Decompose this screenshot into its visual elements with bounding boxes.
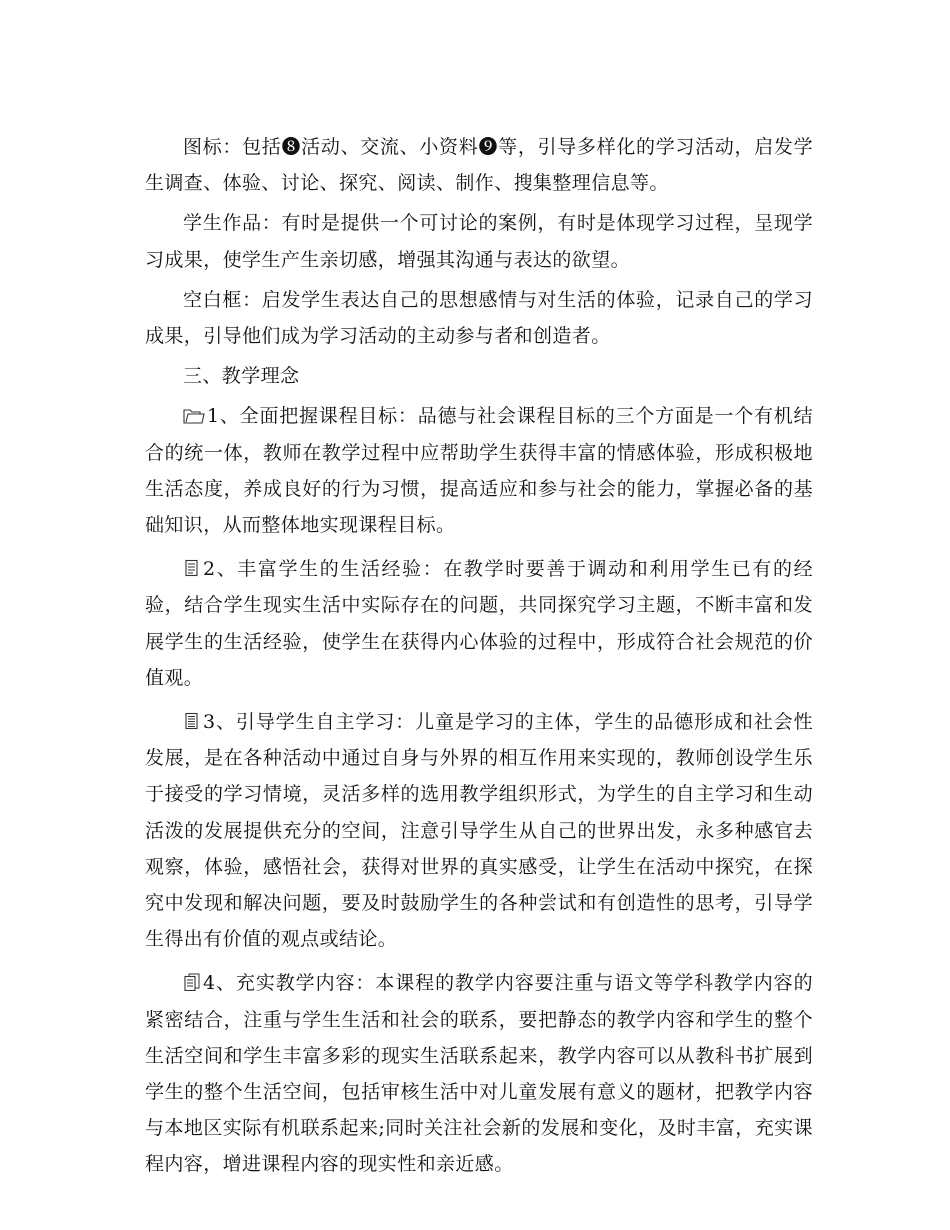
page-lines-icon [183, 712, 201, 730]
folder-icon [183, 408, 205, 424]
paragraph-item-3 [145, 704, 813, 957]
paragraph-blank-box-text: 空白框：启发学生表达自己的思想感情与对生活的体验，记录自己的学习成果，引导他们成为学习活动的主动参与者和创造者。 [145, 288, 813, 348]
paragraph-icons-text: 图标：包括❽活动、交流、小资料❾等，引导多样化的学习活动，启发学生调查、体验、讨论、探究、阅读、制作、搜集整理信息等。 [145, 136, 813, 195]
paragraph-item-1 [145, 398, 813, 543]
paragraph-student-work-text: 学生作品：有时是提供一个可讨论的案例，有时是体现学习过程，呈现学习成果，使学生产生亲切感，增强其沟通与表达的欲望。 [145, 212, 813, 271]
paragraph-item-4-text: 4、充实教学内容：本课程的教学内容要注重与语文等学科教学内容的紧密结合，注重与学生生活和社会的联系，要把静态的教学内容和学生的整个生活空间和学生丰富多彩的现实生活联系起来，教学内容可以从教科书扩展到学生的整个生活空间，包括审核生活中对儿童发展有意义的题材，把教学内容与本地区实际有机联系起来;同时关注社会新的发展和变化，及时丰富，充实课程内容，增进课程内容的现实性和亲近感。 [145, 972, 813, 1176]
paragraph-student-work [145, 205, 813, 277]
paragraph-icons [145, 129, 813, 201]
section-heading-text: 三、教学理念 [183, 365, 300, 388]
section-heading [145, 358, 813, 394]
paragraph-item-4 [145, 965, 813, 1182]
paragraph-blank-box [145, 282, 813, 354]
paragraph-item-2 [145, 551, 813, 696]
document-body [145, 129, 813, 1187]
paragraph-item-1-text: 1、全面把握课程目标：品德与社会课程目标的三个方面是一个有机结合的统一体，教师在教学过程中应帮助学生获得丰富的情感体验，形成积极地生活态度，养成良好的行为习惯，提高适应和参与社会的能力，掌握必备的基础知识，从而整体地实现课程目标。 [145, 405, 813, 537]
pages-stack-icon [183, 973, 201, 991]
document-icon [183, 559, 201, 577]
paragraph-item-3-text: 3、引导学生自主学习：儿童是学习的主体，学生的品德形成和社会性发展，是在各种活动中通过自身与外界的相互作用来实现的，教师创设学生乐于接受的学习情境，灵活多样的选用教学组织形式，为学生的自主学习和生动活泼的发展提供充分的空间，注意引导学生从自己的世界出发，永多种感官去观察，体验，感悟社会，获得对世界的真实感受，让学生在活动中探究，在探究中发现和解决问题，要及时鼓励学生的各种尝试和有创造性的思考，引导学生得出有价值的观点或结论。 [145, 711, 813, 951]
paragraph-item-2-text: 2、丰富学生的生活经验：在教学时要善于调动和利用学生已有的经验，结合学生现实生活中实际存在的问题，共同探究学习主题，不断丰富和发展学生的生活经验，使学生在获得内心体验的过程中，形成符合社会规范的价值观。 [145, 558, 813, 689]
